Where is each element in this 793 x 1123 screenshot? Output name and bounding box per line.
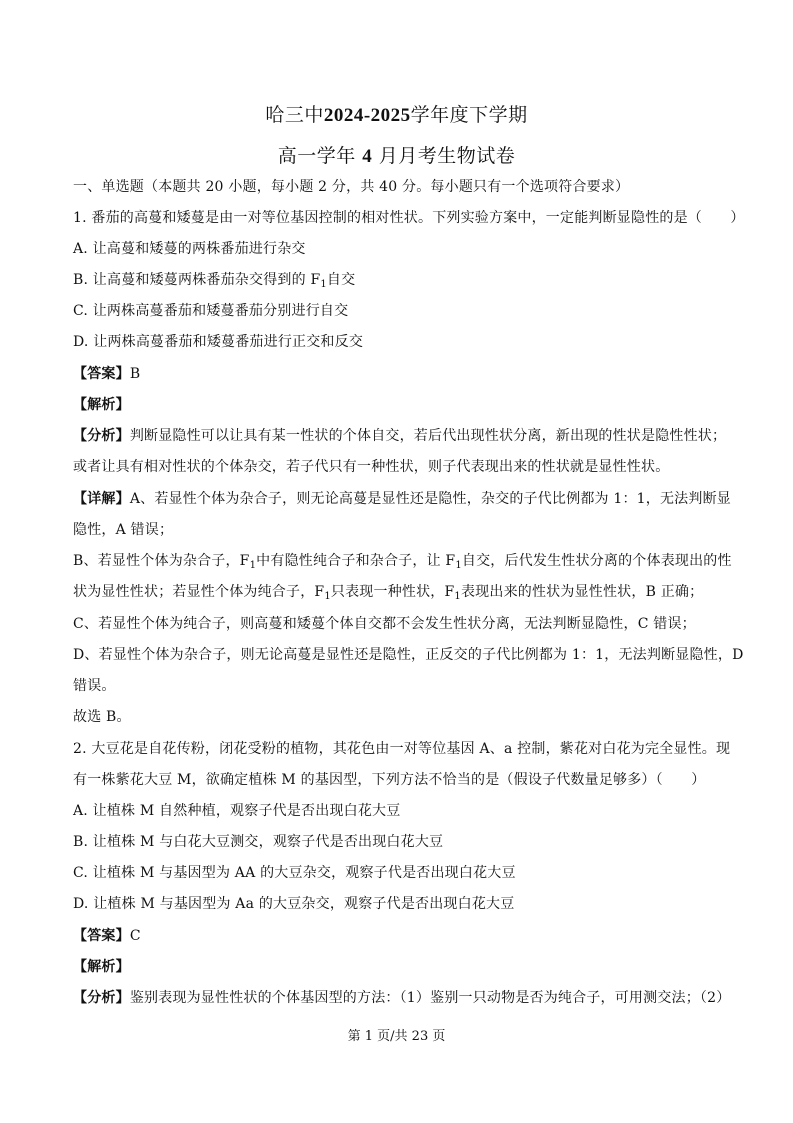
q1-option-c: C. 让两株高蔓番茄和矮蔓番茄分别进行自交: [73, 303, 349, 319]
title-school: 哈三中: [265, 104, 324, 126]
q1-detail-c: C、若显性个体为纯合子，则高蔓和矮蔓个体自交都不会发生性状分离，无法判断显隐性，C 错误；: [73, 616, 696, 632]
exam-title: [0, 100, 793, 127]
q2-answer: [73, 926, 733, 946]
subtitle-subject: 月月考生物试卷: [378, 145, 516, 167]
answer-value: C: [129, 928, 141, 944]
section-heading: 一、单选题（本题共 20 小题，每小题 2 分，共 40 分。每小题只有一个选项符合要求）: [73, 179, 630, 195]
subtitle-grade: 高一学年: [277, 145, 356, 167]
answer-tag: 【答案】: [73, 366, 130, 382]
q1-option-d: D. 让两株高蔓番茄和矮蔓番茄进行正交和反交: [73, 334, 364, 350]
q2-stem-line1: 2. 大豆花是自花传粉，闭花受粉的植物，其花色由一对等位基因 A、a 控制，紫花对白花为完全显性。现: [73, 741, 731, 757]
q1-detail-b2: 状为显性性状；若显性个体为纯合子，$F_1$只表现一种性状，$F_1$表现出来的性状为显性性状，B 正确；: [73, 584, 704, 602]
title-year: 2024-2025: [323, 105, 411, 126]
title-term: 学年度下学期: [410, 104, 528, 126]
q1-analysis-tag: 【解析】: [73, 397, 130, 413]
q1-detail-d1: D、若显性个体为杂合子，则无论高蔓是显性还是隐性，正反交的子代比例都为 1：1，无法判断显隐性，D: [73, 647, 744, 663]
q2-option-c: C. 让植株 M 与基因型为 AA 的大豆杂交，观察子代是否出现白花大豆: [73, 865, 516, 881]
q2-option-b: B. 让植株 M 与白花大豆测交，观察子代是否出现白花大豆: [73, 834, 444, 850]
answer-tag: 【答案】: [73, 928, 130, 944]
q1-answer: [73, 364, 733, 384]
q1-detail-a1: 【详解】A、若显性个体为杂合子，则无论高蔓是显性还是隐性，杂交的子代比例都为 1：1，无法判断显: [73, 491, 731, 507]
q2-option-d: D. 让植株 M 与基因型为 Aa 的大豆杂交，观察子代是否出现白花大豆: [73, 896, 515, 912]
q1-detail-d2: 错误。: [73, 678, 116, 694]
q2-fenxi-line1: 【分析】鉴别表现为显性性状的个体基因型的方法：（1）鉴别一只动物是否为纯合子，可用测交法；（2）: [73, 990, 731, 1006]
q1-detail-b1: B、若显性个体为杂合子，$F_1$中有隐性纯合子和杂合子，让 $F_1$自交，后代发生性状分离的个体表现出的性: [73, 553, 732, 571]
q2-analysis-tag: 【解析】: [73, 959, 130, 975]
page-footer: 第 1 页/共 23 页: [347, 1029, 446, 1044]
q1-option-a: A. 让高蔓和矮蔓的两株番茄进行杂交: [73, 241, 306, 257]
subtitle-month: 4: [362, 146, 373, 167]
q2-option-a: A. 让植株 M 自然种植，观察子代是否出现白花大豆: [73, 803, 401, 819]
q1-detail-a2: 隐性，A 错误；: [73, 522, 174, 538]
answer-value: B: [129, 366, 141, 382]
q1-option-b: B. 让高蔓和矮蔓两株番茄杂交得到的 $F_1$自交: [73, 272, 356, 290]
q2-stem-line2: 有一株紫花大豆 M，欲确定植株 M 的基因型，下列方法不恰当的是（假设子代数量足够多）（ ）: [73, 772, 706, 788]
exam-subtitle: [0, 141, 793, 168]
q1-fenxi-line2: 或者让具有相对性状的个体杂交，若子代只有一种性状，则子代表现出来的性状就是显性性状。: [73, 459, 670, 475]
q1-fenxi-line1: 【分析】判断显隐性可以让具有某一性状的个体自交，若后代出现性状分离，新出现的性状是隐性性状；: [73, 428, 727, 444]
q1-conclusion: 故选 B。: [73, 709, 131, 725]
q1-stem: 1. 番茄的高蔓和矮蔓是由一对等位基因控制的相对性状。下列实验方案中，一定能判断显隐性的是（ ）: [73, 210, 745, 226]
